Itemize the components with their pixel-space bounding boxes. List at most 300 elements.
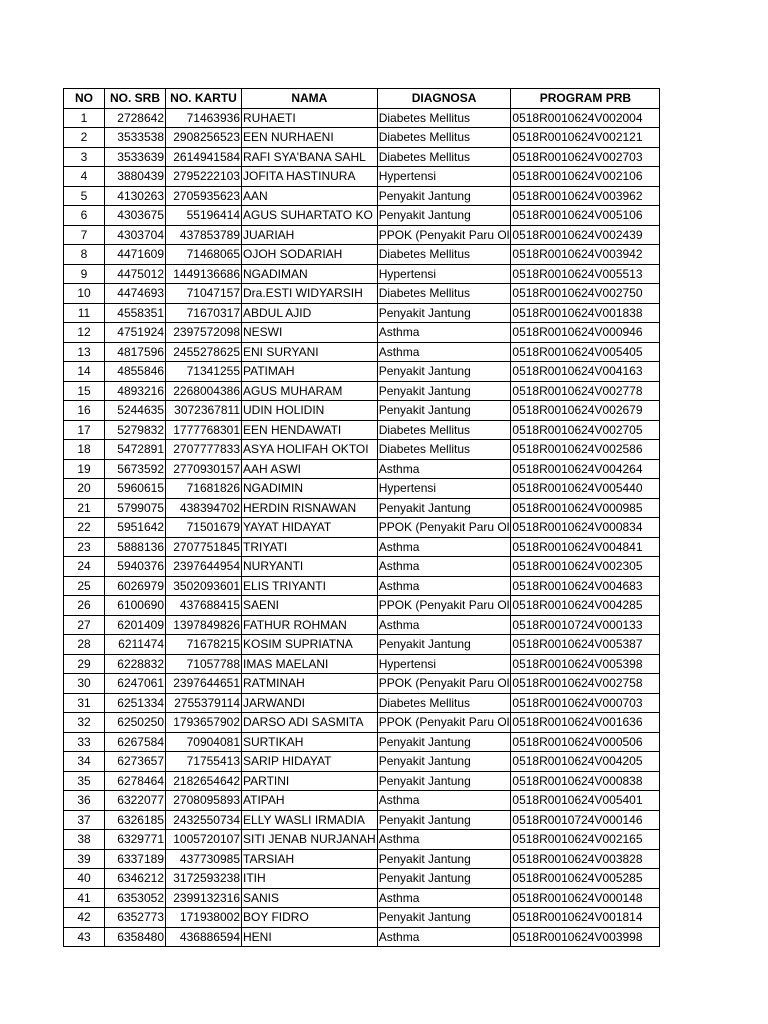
cell-no: 20	[64, 479, 105, 499]
cell-no-srb: 5888136	[105, 537, 166, 557]
cell-no: 29	[64, 654, 105, 674]
cell-program-prb: 0518R0010624V005387	[511, 635, 660, 655]
cell-program-prb: 0518R0010624V002305	[511, 557, 660, 577]
cell-program-prb: 0518R0010624V005401	[511, 791, 660, 811]
cell-nama: SAENI	[242, 596, 378, 616]
cell-no-srb: 5673592	[105, 459, 166, 479]
table-row	[64, 752, 660, 772]
cell-diagnosa: PPOK (Penyakit Paru Ol	[377, 713, 511, 733]
cell-no: 34	[64, 752, 105, 772]
cell-no-srb: 4471609	[105, 245, 166, 265]
cell-program-prb: 0518R0010624V000703	[511, 693, 660, 713]
table-row	[64, 225, 660, 245]
cell-nama: ATIPAH	[242, 791, 378, 811]
cell-no-srb: 4817596	[105, 342, 166, 362]
cell-program-prb: 0518R0010624V003942	[511, 245, 660, 265]
table-row	[64, 927, 660, 947]
table-row	[64, 420, 660, 440]
cell-no-srb: 4558351	[105, 303, 166, 323]
table-row	[64, 791, 660, 811]
cell-nama: ABDUL AJID	[242, 303, 378, 323]
cell-nama: FATHUR ROHMAN	[242, 615, 378, 635]
cell-no-srb: 5279832	[105, 420, 166, 440]
cell-nama: SITI JENAB NURJANAH	[242, 830, 378, 850]
cell-no-srb: 5472891	[105, 440, 166, 460]
cell-nama: NGADIMIN	[242, 479, 378, 499]
table-row	[64, 771, 660, 791]
cell-no: 30	[64, 674, 105, 694]
table-row	[64, 830, 660, 850]
cell-no: 14	[64, 362, 105, 382]
cell-diagnosa: Diabetes Mellitus	[377, 147, 511, 167]
cell-no: 38	[64, 830, 105, 850]
table-row	[64, 693, 660, 713]
cell-no: 4	[64, 167, 105, 187]
cell-no-srb: 6211474	[105, 635, 166, 655]
cell-program-prb: 0518R0010624V000834	[511, 518, 660, 538]
cell-nama: ENI SURYANI	[242, 342, 378, 362]
cell-no-kartu: 2182654642	[166, 771, 242, 791]
header-nama: NAMA	[242, 89, 378, 109]
cell-program-prb: 0518R0010624V000946	[511, 323, 660, 343]
cell-diagnosa: Hypertensi	[377, 479, 511, 499]
cell-no: 1	[64, 108, 105, 128]
cell-diagnosa: Asthma	[377, 459, 511, 479]
cell-nama: EEN NURHAENI	[242, 128, 378, 148]
cell-diagnosa: Penyakit Jantung	[377, 810, 511, 830]
cell-no-kartu: 71670317	[166, 303, 242, 323]
cell-no-srb: 4751924	[105, 323, 166, 343]
table-row	[64, 206, 660, 226]
cell-nama: ELLY WASLI IRMADIA	[242, 810, 378, 830]
cell-no-kartu: 2455278625	[166, 342, 242, 362]
cell-no-kartu: 3502093601	[166, 576, 242, 596]
cell-no-kartu: 2397644651	[166, 674, 242, 694]
cell-no-srb: 5244635	[105, 401, 166, 421]
cell-diagnosa: Penyakit Jantung	[377, 635, 511, 655]
cell-no: 6	[64, 206, 105, 226]
table-row	[64, 245, 660, 265]
cell-program-prb: 0518R0010624V005513	[511, 264, 660, 284]
cell-no-kartu: 71681826	[166, 479, 242, 499]
cell-no-kartu: 71047157	[166, 284, 242, 304]
cell-nama: AGUS MUHARAM	[242, 381, 378, 401]
cell-no: 35	[64, 771, 105, 791]
cell-program-prb: 0518R0010624V004163	[511, 362, 660, 382]
cell-no-kartu: 71341255	[166, 362, 242, 382]
cell-no: 33	[64, 732, 105, 752]
table-row	[64, 518, 660, 538]
cell-no-srb: 3533538	[105, 128, 166, 148]
cell-diagnosa: Penyakit Jantung	[377, 908, 511, 928]
cell-no-srb: 6346212	[105, 869, 166, 889]
cell-nama: AGUS SUHARTATO KO	[242, 206, 378, 226]
cell-no-kartu: 2755379114	[166, 693, 242, 713]
cell-no-kartu: 2707751845	[166, 537, 242, 557]
table-row	[64, 810, 660, 830]
cell-no: 19	[64, 459, 105, 479]
cell-no: 18	[64, 440, 105, 460]
cell-no-kartu: 3172593238	[166, 869, 242, 889]
cell-no: 15	[64, 381, 105, 401]
cell-no-kartu: 2908256523	[166, 128, 242, 148]
cell-program-prb: 0518R0010624V003962	[511, 186, 660, 206]
cell-diagnosa: Asthma	[377, 557, 511, 577]
cell-no-srb: 2728642	[105, 108, 166, 128]
cell-diagnosa: Diabetes Mellitus	[377, 128, 511, 148]
cell-no-srb: 4303704	[105, 225, 166, 245]
cell-program-prb: 0518R0010624V003998	[511, 927, 660, 947]
cell-no: 41	[64, 888, 105, 908]
cell-nama: RAFI SYA'BANA SAHL	[242, 147, 378, 167]
cell-program-prb: 0518R0010624V001838	[511, 303, 660, 323]
cell-program-prb: 0518R0010624V005405	[511, 342, 660, 362]
table-row	[64, 362, 660, 382]
table-row	[64, 147, 660, 167]
cell-no-srb: 6322077	[105, 791, 166, 811]
cell-no: 42	[64, 908, 105, 928]
cell-nama: JUARIAH	[242, 225, 378, 245]
cell-program-prb: 0518R0010724V000146	[511, 810, 660, 830]
cell-nama: AAH ASWI	[242, 459, 378, 479]
cell-program-prb: 0518R0010624V001814	[511, 908, 660, 928]
cell-no: 25	[64, 576, 105, 596]
cell-no: 23	[64, 537, 105, 557]
cell-program-prb: 0518R0010624V002703	[511, 147, 660, 167]
cell-no-kartu: 70904081	[166, 732, 242, 752]
cell-diagnosa: Penyakit Jantung	[377, 401, 511, 421]
cell-no-srb: 4474693	[105, 284, 166, 304]
cell-no-kartu: 171938002	[166, 908, 242, 928]
cell-no-srb: 6278464	[105, 771, 166, 791]
cell-no-kartu: 55196414	[166, 206, 242, 226]
cell-diagnosa: Asthma	[377, 342, 511, 362]
cell-diagnosa: Asthma	[377, 323, 511, 343]
cell-no-srb: 5951642	[105, 518, 166, 538]
cell-no: 16	[64, 401, 105, 421]
table-row	[64, 284, 660, 304]
cell-diagnosa: Asthma	[377, 830, 511, 850]
cell-no-kartu: 1397849826	[166, 615, 242, 635]
cell-nama: SANIS	[242, 888, 378, 908]
cell-no-kartu: 71057788	[166, 654, 242, 674]
table-row	[64, 459, 660, 479]
cell-no-kartu: 1005720107	[166, 830, 242, 850]
cell-no-kartu: 71468065	[166, 245, 242, 265]
cell-no-srb: 6026979	[105, 576, 166, 596]
cell-no-srb: 4475012	[105, 264, 166, 284]
cell-no-kartu: 438394702	[166, 498, 242, 518]
table-row	[64, 557, 660, 577]
cell-nama: BOY FIDRO	[242, 908, 378, 928]
table-row	[64, 596, 660, 616]
cell-nama: YAYAT HIDAYAT	[242, 518, 378, 538]
table-body	[64, 108, 660, 947]
table-row	[64, 849, 660, 869]
cell-no-srb: 6267584	[105, 732, 166, 752]
cell-no: 8	[64, 245, 105, 265]
cell-nama: EEN HENDAWATI	[242, 420, 378, 440]
cell-no-srb: 6353052	[105, 888, 166, 908]
cell-diagnosa: Hypertensi	[377, 167, 511, 187]
table-row	[64, 303, 660, 323]
cell-no: 24	[64, 557, 105, 577]
cell-diagnosa: Penyakit Jantung	[377, 381, 511, 401]
cell-diagnosa: Hypertensi	[377, 264, 511, 284]
table-row	[64, 713, 660, 733]
cell-nama: TARSIAH	[242, 849, 378, 869]
cell-no-kartu: 2708095893	[166, 791, 242, 811]
cell-nama: ITIH	[242, 869, 378, 889]
cell-no: 37	[64, 810, 105, 830]
cell-program-prb: 0518R0010624V003828	[511, 849, 660, 869]
cell-no-kartu: 437688415	[166, 596, 242, 616]
cell-nama: KOSIM SUPRIATNA	[242, 635, 378, 655]
cell-nama: HENI	[242, 927, 378, 947]
cell-no-srb: 5940376	[105, 557, 166, 577]
cell-program-prb: 0518R0010624V005285	[511, 869, 660, 889]
cell-no: 13	[64, 342, 105, 362]
cell-program-prb: 0518R0010624V002778	[511, 381, 660, 401]
table-row	[64, 342, 660, 362]
cell-diagnosa: Diabetes Mellitus	[377, 108, 511, 128]
cell-no-kartu: 2770930157	[166, 459, 242, 479]
cell-diagnosa: PPOK (Penyakit Paru Ol	[377, 225, 511, 245]
cell-no-kartu: 71678215	[166, 635, 242, 655]
table-row	[64, 635, 660, 655]
cell-no-srb: 5799075	[105, 498, 166, 518]
cell-no-srb: 6358480	[105, 927, 166, 947]
cell-no-srb: 6100690	[105, 596, 166, 616]
cell-diagnosa: Diabetes Mellitus	[377, 440, 511, 460]
cell-program-prb: 0518R0010624V005398	[511, 654, 660, 674]
cell-nama: ASYA HOLIFAH OKTOI	[242, 440, 378, 460]
cell-no: 2	[64, 128, 105, 148]
header-no: NO	[64, 89, 105, 109]
cell-nama: NESWI	[242, 323, 378, 343]
cell-no: 22	[64, 518, 105, 538]
cell-no-kartu: 2795222103	[166, 167, 242, 187]
cell-no: 40	[64, 869, 105, 889]
cell-nama: RUHAETI	[242, 108, 378, 128]
cell-program-prb: 0518R0010624V002106	[511, 167, 660, 187]
cell-program-prb: 0518R0010624V002121	[511, 128, 660, 148]
cell-no: 17	[64, 420, 105, 440]
cell-nama: PARTINI	[242, 771, 378, 791]
cell-diagnosa: PPOK (Penyakit Paru Ol	[377, 674, 511, 694]
cell-no-srb: 6250250	[105, 713, 166, 733]
cell-nama: ELIS TRIYANTI	[242, 576, 378, 596]
cell-diagnosa: Penyakit Jantung	[377, 771, 511, 791]
table-row	[64, 381, 660, 401]
header-row	[64, 89, 660, 109]
cell-no: 36	[64, 791, 105, 811]
cell-diagnosa: Asthma	[377, 615, 511, 635]
cell-nama: HERDIN RISNAWAN	[242, 498, 378, 518]
table-row	[64, 732, 660, 752]
table-row	[64, 576, 660, 596]
cell-no-kartu: 437853789	[166, 225, 242, 245]
table-row	[64, 440, 660, 460]
cell-no-kartu: 2705935623	[166, 186, 242, 206]
cell-program-prb: 0518R0010624V004264	[511, 459, 660, 479]
cell-diagnosa: Penyakit Jantung	[377, 206, 511, 226]
table-row	[64, 654, 660, 674]
table-row	[64, 323, 660, 343]
cell-no: 21	[64, 498, 105, 518]
cell-no-srb: 4893216	[105, 381, 166, 401]
cell-nama: JOFITA HASTINURA	[242, 167, 378, 187]
cell-nama: UDIN HOLIDIN	[242, 401, 378, 421]
cell-diagnosa: Asthma	[377, 927, 511, 947]
cell-no: 5	[64, 186, 105, 206]
cell-program-prb: 0518R0010624V004205	[511, 752, 660, 772]
cell-no: 32	[64, 713, 105, 733]
cell-diagnosa: Penyakit Jantung	[377, 752, 511, 772]
table-row	[64, 479, 660, 499]
table-row	[64, 108, 660, 128]
cell-no-kartu: 436886594	[166, 927, 242, 947]
cell-no: 10	[64, 284, 105, 304]
cell-no-srb: 4130263	[105, 186, 166, 206]
cell-nama: OJOH SODARIAH	[242, 245, 378, 265]
cell-nama: SARIP HIDAYAT	[242, 752, 378, 772]
cell-no-kartu: 2397572098	[166, 323, 242, 343]
cell-program-prb: 0518R0010624V000985	[511, 498, 660, 518]
cell-no-kartu: 1793657902	[166, 713, 242, 733]
cell-no-kartu: 71501679	[166, 518, 242, 538]
cell-program-prb: 0518R0010624V002004	[511, 108, 660, 128]
cell-no: 3	[64, 147, 105, 167]
cell-program-prb: 0518R0010624V005106	[511, 206, 660, 226]
cell-no-srb: 6273657	[105, 752, 166, 772]
cell-diagnosa: Asthma	[377, 888, 511, 908]
cell-no-kartu: 2614941584	[166, 147, 242, 167]
cell-nama: NGADIMAN	[242, 264, 378, 284]
cell-nama: DARSO ADI SASMITA	[242, 713, 378, 733]
cell-no-srb: 6251334	[105, 693, 166, 713]
cell-no-srb: 6326185	[105, 810, 166, 830]
cell-program-prb: 0518R0010624V000148	[511, 888, 660, 908]
patient-table	[63, 88, 660, 947]
cell-nama: JARWANDI	[242, 693, 378, 713]
cell-program-prb: 0518R0010624V002679	[511, 401, 660, 421]
cell-nama: PATIMAH	[242, 362, 378, 382]
cell-diagnosa: Penyakit Jantung	[377, 869, 511, 889]
cell-no: 26	[64, 596, 105, 616]
cell-nama: Dra.ESTI WIDYARSIH	[242, 284, 378, 304]
cell-no: 43	[64, 927, 105, 947]
table-row	[64, 615, 660, 635]
cell-no-kartu: 2268004386	[166, 381, 242, 401]
cell-no-kartu: 71755413	[166, 752, 242, 772]
table-row	[64, 128, 660, 148]
header-no-srb: NO. SRB	[105, 89, 166, 109]
cell-no: 39	[64, 849, 105, 869]
cell-program-prb: 0518R0010624V002439	[511, 225, 660, 245]
cell-no-kartu: 3072367811	[166, 401, 242, 421]
cell-diagnosa: Penyakit Jantung	[377, 849, 511, 869]
cell-no-srb: 3533639	[105, 147, 166, 167]
cell-no: 12	[64, 323, 105, 343]
cell-no-srb: 6329771	[105, 830, 166, 850]
cell-no: 27	[64, 615, 105, 635]
cell-no: 28	[64, 635, 105, 655]
cell-diagnosa: Penyakit Jantung	[377, 732, 511, 752]
cell-no: 9	[64, 264, 105, 284]
cell-program-prb: 0518R0010624V004683	[511, 576, 660, 596]
cell-diagnosa: Penyakit Jantung	[377, 186, 511, 206]
cell-no-kartu: 1777768301	[166, 420, 242, 440]
cell-program-prb: 0518R0010624V002750	[511, 284, 660, 304]
table-row	[64, 537, 660, 557]
cell-diagnosa: Penyakit Jantung	[377, 498, 511, 518]
cell-nama: AAN	[242, 186, 378, 206]
cell-no-srb: 6201409	[105, 615, 166, 635]
cell-program-prb: 0518R0010624V004841	[511, 537, 660, 557]
cell-no-kartu: 2432550734	[166, 810, 242, 830]
cell-program-prb: 0518R0010624V001636	[511, 713, 660, 733]
cell-diagnosa: Hypertensi	[377, 654, 511, 674]
cell-no-srb: 6352773	[105, 908, 166, 928]
cell-no-kartu: 71463936	[166, 108, 242, 128]
header-no-kartu: NO. KARTU	[166, 89, 242, 109]
cell-program-prb: 0518R0010624V000838	[511, 771, 660, 791]
cell-no: 7	[64, 225, 105, 245]
cell-no: 11	[64, 303, 105, 323]
cell-no-srb: 4855846	[105, 362, 166, 382]
cell-program-prb: 0518R0010624V005440	[511, 479, 660, 499]
cell-program-prb: 0518R0010624V000506	[511, 732, 660, 752]
header-diagnosa: DIAGNOSA	[377, 89, 511, 109]
cell-no-kartu: 2707777833	[166, 440, 242, 460]
cell-diagnosa: PPOK (Penyakit Paru Ol	[377, 518, 511, 538]
cell-no-srb: 4303675	[105, 206, 166, 226]
cell-no-srb: 3880439	[105, 167, 166, 187]
cell-program-prb: 0518R0010624V002758	[511, 674, 660, 694]
table-row	[64, 888, 660, 908]
cell-diagnosa: Asthma	[377, 576, 511, 596]
table-row	[64, 498, 660, 518]
cell-no-kartu: 1449136686	[166, 264, 242, 284]
cell-diagnosa: Asthma	[377, 537, 511, 557]
cell-no-srb: 6228832	[105, 654, 166, 674]
cell-program-prb: 0518R0010624V004285	[511, 596, 660, 616]
cell-diagnosa: Diabetes Mellitus	[377, 284, 511, 304]
cell-no-kartu: 437730985	[166, 849, 242, 869]
cell-no-srb: 5960615	[105, 479, 166, 499]
cell-diagnosa: Diabetes Mellitus	[377, 420, 511, 440]
table-row	[64, 401, 660, 421]
cell-diagnosa: Penyakit Jantung	[377, 303, 511, 323]
table-row	[64, 908, 660, 928]
cell-program-prb: 0518R0010624V002165	[511, 830, 660, 850]
cell-no-srb: 6337189	[105, 849, 166, 869]
cell-no-srb: 6247061	[105, 674, 166, 694]
cell-diagnosa: Penyakit Jantung	[377, 362, 511, 382]
table-row	[64, 167, 660, 187]
table-row	[64, 264, 660, 284]
cell-diagnosa: Diabetes Mellitus	[377, 693, 511, 713]
cell-program-prb: 0518R0010624V002586	[511, 440, 660, 460]
cell-nama: NURYANTI	[242, 557, 378, 577]
cell-program-prb: 0518R0010724V000133	[511, 615, 660, 635]
cell-no: 31	[64, 693, 105, 713]
header-program-prb: PROGRAM PRB	[511, 89, 660, 109]
cell-nama: RATMINAH	[242, 674, 378, 694]
table-row	[64, 674, 660, 694]
table-row	[64, 869, 660, 889]
